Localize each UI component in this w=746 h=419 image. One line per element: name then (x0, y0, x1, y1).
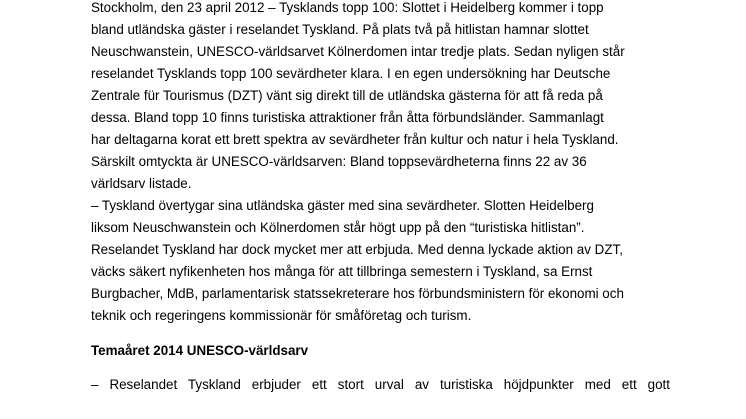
body-text-line: Stockholm, den 23 april 2012 – Tysklands topp 100: Slottet i Heidelberg kommer i topp (91, 0, 604, 15)
body-text-line: liksom Neuschwanstein och Kölnerdomen står högt upp på den “turistiska hitlistan”. (91, 220, 585, 235)
body-text-line: väcks säkert nyfikenheten hos många för att tillbringa semestern i Tyskland, sa Ernst (91, 264, 593, 279)
body-text-line: Särskilt omtyckta är UNESCO-världsarven: Bland toppsevärdheterna finns 22 av 36 (91, 154, 587, 169)
body-text-line: Reselandet Tyskland har dock mycket mer att erbjuda. Med denna lyckade aktion av DZT, (91, 242, 623, 257)
body-text-line: reselandet Tysklands topp 100 sevärdheter klara. I en egen undersökning har Deutsche (91, 66, 611, 81)
body-text-line: – Tyskland övertygar sina utländska gäster med sina sevärdheter. Slotten Heidelberg (91, 198, 594, 213)
body-text-line: bland utländska gäster i reselandet Tyskland. På plats två på hitlistan hamnar slottet (91, 22, 589, 37)
section-heading: Temaåret 2014 UNESCO-världsarv (91, 343, 309, 358)
body-text-line: världsarv listade. (91, 176, 192, 191)
body-text-line: Zentrale für Tourismus (DZT) vänt sig direkt till de utländska gästerna för att få reda på (91, 88, 603, 103)
body-text-line: dessa. Bland topp 10 finns turistiska attraktioner från åtta förbundsländer. Sammanlagt (91, 110, 604, 125)
body-text-line: Burgbacher, MdB, parlamentarisk statssekreterare hos förbundsministern för ekonomi och (91, 286, 624, 301)
body-text-line: Neuschwanstein, UNESCO-världsarvet Kölnerdomen intar tredje plats. Sedan nyligen står (91, 44, 625, 59)
body-text-line: teknik och regeringens kommissionär för småföretag och turism. (91, 308, 472, 323)
body-text-line: – Reselandet Tyskland erbjuder ett stort urval av turistiska höjdpunkter med ett gott (91, 377, 670, 392)
body-text-line: har deltagarna korat ett brett spektra av sevärdheter från kultur och natur i hela Tyskland. (91, 132, 619, 147)
